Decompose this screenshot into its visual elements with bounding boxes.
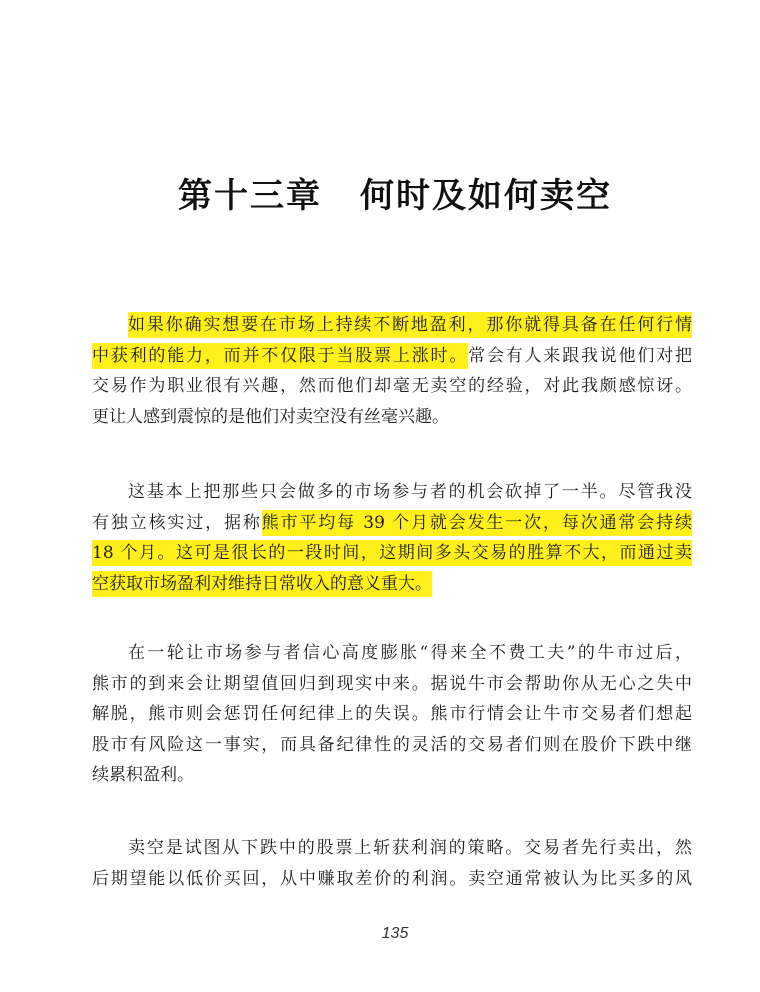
body-text: 后期望能以低价买回，从中赚取差价的利润。卖空通常被认为比买多的风 bbox=[92, 868, 692, 889]
highlighted-text: 中获利的能力，而并不仅限于当股票上涨时。 bbox=[92, 343, 468, 369]
text-line bbox=[92, 508, 692, 539]
chapter-name: 何时及如何卖空 bbox=[360, 176, 612, 216]
text-line bbox=[92, 699, 692, 730]
paragraph-1 bbox=[92, 310, 692, 432]
body-text: 熊市的到来会让期望值回归到现实中来。据说牛市会帮助你从无心之失中 bbox=[92, 673, 692, 694]
text-line bbox=[92, 760, 692, 791]
text-line bbox=[92, 310, 692, 341]
text-line bbox=[92, 477, 692, 508]
body-text: 交易作为职业很有兴趣，然而他们却毫无卖空的经验，对此我颇感惊讶。 bbox=[92, 376, 692, 396]
body-text: 解脱，熊市则会惩罚任何纪律上的失误。熊市行情会让牛市交易者们想起 bbox=[92, 704, 692, 724]
chapter-number: 第十三章 bbox=[178, 176, 322, 216]
highlighted-text: 如果你确实想要在市场上持续不断地盈利，那你就得具备在任何行情 bbox=[128, 312, 692, 338]
body-text: 这基本上把那些只会做多的市场参与者的机会砍掉了一半。尽管我没 bbox=[128, 482, 692, 502]
text-line bbox=[92, 569, 692, 600]
highlighted-text: 18 个月。这可是很长的一段时间，这期间多头交易的胜算不大，而通过卖 bbox=[92, 540, 692, 566]
text-line bbox=[92, 669, 692, 700]
chapter-title bbox=[0, 168, 760, 217]
paragraph-3 bbox=[92, 638, 692, 791]
paragraph-2 bbox=[92, 477, 692, 599]
highlighted-text: 熊市平均每 39 个月就会发生一次，每次通常会持续 bbox=[262, 510, 692, 536]
text-line bbox=[92, 341, 692, 372]
text-line bbox=[92, 371, 692, 402]
body-text: 有独立核实过，据称 bbox=[92, 512, 262, 533]
paragraph-4 bbox=[92, 833, 692, 894]
body-text: 更让人感到震惊的是他们对卖空没有丝毫兴趣。 bbox=[92, 406, 449, 427]
body-text: 在一轮让市场参与者信心高度膨胀“得来全不费工夫”的牛市过后， bbox=[128, 643, 692, 663]
body-text: 常会有人来跟我说他们对把 bbox=[468, 345, 693, 366]
text-line bbox=[92, 638, 692, 669]
text-line bbox=[92, 538, 692, 569]
page-number: 135 bbox=[381, 925, 409, 942]
body-text: 卖空是试图从下跌中的股票上斩获利润的策略。交易者先行卖出，然 bbox=[128, 838, 692, 858]
text-line bbox=[92, 730, 692, 761]
body-text: 续累积盈利。 bbox=[92, 765, 194, 785]
text-line bbox=[92, 833, 692, 864]
text-line bbox=[92, 402, 692, 433]
text-line bbox=[92, 864, 692, 895]
highlighted-text: 空获取市场盈利对维持日常收入的意义重大。 bbox=[92, 571, 432, 597]
body-text: 股市有风险这一事实，而具备纪律性的灵活的交易者们则在股价下跌中继 bbox=[92, 734, 692, 755]
